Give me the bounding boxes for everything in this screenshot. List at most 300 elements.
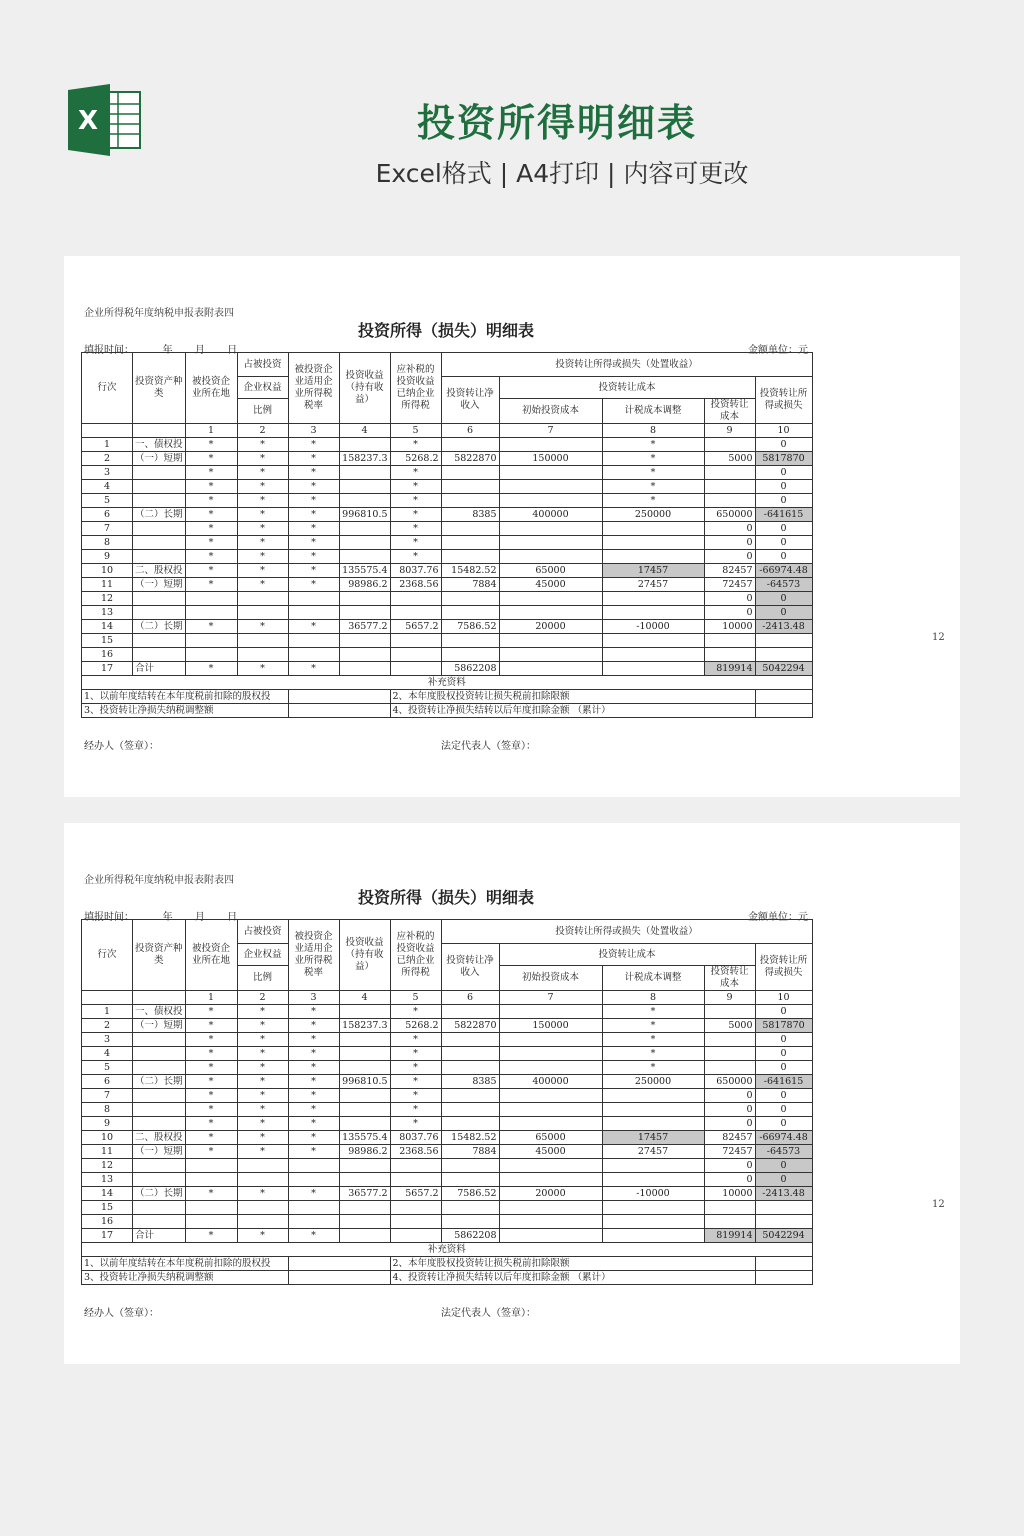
table-row bbox=[82, 1047, 813, 1061]
cell-c5: * bbox=[390, 480, 441, 494]
cell-c7: 150000 bbox=[499, 1019, 602, 1033]
cell-c5: * bbox=[390, 494, 441, 508]
cell-c4 bbox=[339, 606, 390, 620]
cell-c8: 250000 bbox=[602, 508, 704, 522]
cell-c6 bbox=[441, 494, 499, 508]
col-number: 9 bbox=[704, 991, 755, 1005]
header-transfer-group: 投资转让所得或损失（处置收益） bbox=[441, 353, 812, 377]
cell-c1: * bbox=[185, 452, 237, 466]
supplement-item-3: 3、投资转让净损失纳税调整额 bbox=[82, 1271, 289, 1285]
col-num-blank bbox=[133, 991, 186, 1005]
row-asset-type bbox=[133, 522, 186, 536]
cell-c2: * bbox=[237, 438, 288, 452]
row-asset-type bbox=[133, 634, 186, 648]
cell-c9: 10000 bbox=[704, 620, 755, 634]
cell-c7: 45000 bbox=[499, 1145, 602, 1159]
cell-c9: 0 bbox=[704, 550, 755, 564]
cell-c8: 17457 bbox=[602, 1131, 704, 1145]
cell-c8 bbox=[602, 1215, 704, 1229]
cell-c9 bbox=[704, 480, 755, 494]
cell-c3 bbox=[288, 606, 339, 620]
cell-c10: -64573 bbox=[755, 1145, 812, 1159]
cell-c4: 98986.2 bbox=[339, 1145, 390, 1159]
cell-c8 bbox=[602, 634, 704, 648]
cell-c10 bbox=[755, 1201, 812, 1215]
supplement-item-3: 3、投资转让净损失纳税调整额 bbox=[82, 704, 289, 718]
header-location: 被投资企业所在地 bbox=[185, 920, 237, 991]
cell-c1: * bbox=[185, 536, 237, 550]
cell-c10: 0 bbox=[755, 522, 812, 536]
sheet-preview-1 bbox=[64, 256, 960, 797]
cell-c2: * bbox=[237, 452, 288, 466]
table-row bbox=[82, 564, 813, 578]
cell-c2: * bbox=[237, 1117, 288, 1131]
cell-c7: 45000 bbox=[499, 578, 602, 592]
cell-c3: * bbox=[288, 1033, 339, 1047]
cell-c1: * bbox=[185, 1075, 237, 1089]
cell-c10: 0 bbox=[755, 536, 812, 550]
supplement-value-2 bbox=[755, 690, 812, 704]
cell-c4 bbox=[339, 466, 390, 480]
cell-c2: * bbox=[237, 1229, 288, 1243]
col-number: 1 bbox=[185, 991, 237, 1005]
cell-c1: * bbox=[185, 1187, 237, 1201]
cell-c8: * bbox=[602, 1047, 704, 1061]
cell-c5: * bbox=[390, 438, 441, 452]
cell-c1 bbox=[185, 648, 237, 662]
cell-c1: * bbox=[185, 1145, 237, 1159]
cell-c1 bbox=[185, 1159, 237, 1173]
table-row bbox=[82, 1215, 813, 1229]
cell-c8 bbox=[602, 606, 704, 620]
cell-c8 bbox=[602, 1089, 704, 1103]
cell-c3 bbox=[288, 1201, 339, 1215]
row-asset-type: （一）短期 bbox=[133, 452, 186, 466]
cell-c9 bbox=[704, 648, 755, 662]
cell-c4 bbox=[339, 662, 390, 676]
cell-c2: * bbox=[237, 1061, 288, 1075]
header bbox=[0, 0, 1024, 240]
col-number: 6 bbox=[441, 991, 499, 1005]
header-equity-ratio-mid: 企业权益 bbox=[237, 377, 288, 399]
cell-c7 bbox=[499, 1173, 602, 1187]
cell-c8: * bbox=[602, 494, 704, 508]
col-number: 8 bbox=[602, 991, 704, 1005]
cell-c3 bbox=[288, 1159, 339, 1173]
cell-c4 bbox=[339, 1089, 390, 1103]
supplement-value-3 bbox=[288, 1271, 390, 1285]
sheet-caption: 企业所得税年度纳税申报表附表四 bbox=[84, 875, 234, 886]
header-tax-adjust: 计税成本调整 bbox=[602, 399, 704, 424]
cell-c7 bbox=[499, 466, 602, 480]
cell-c4 bbox=[339, 1173, 390, 1187]
cell-c10: 0 bbox=[755, 1159, 812, 1173]
row-asset-type bbox=[133, 480, 186, 494]
cell-c8: 27457 bbox=[602, 1145, 704, 1159]
cell-c1: * bbox=[185, 1005, 237, 1019]
header-supp-tax: 应补税的投资收益已纳企业所得税 bbox=[390, 920, 441, 991]
handler-signature: 经办人（签章）： bbox=[84, 741, 159, 752]
row-number: 4 bbox=[82, 1047, 133, 1061]
header-row-no: 行次 bbox=[82, 920, 133, 991]
cell-c8: * bbox=[602, 452, 704, 466]
row-number: 3 bbox=[82, 466, 133, 480]
detail-table bbox=[81, 919, 813, 1285]
supplement-item-4: 4、投资转让净损失结转以后年度扣除金额 （累计） bbox=[390, 1271, 755, 1285]
cell-c3: * bbox=[288, 1005, 339, 1019]
cell-c1 bbox=[185, 606, 237, 620]
cell-c7 bbox=[499, 550, 602, 564]
cell-c5 bbox=[390, 648, 441, 662]
cell-c6 bbox=[441, 1005, 499, 1019]
cell-c1: * bbox=[185, 550, 237, 564]
col-number: 6 bbox=[441, 424, 499, 438]
row-number: 1 bbox=[82, 438, 133, 452]
cell-c3: * bbox=[288, 1075, 339, 1089]
cell-c3: * bbox=[288, 494, 339, 508]
cell-c7 bbox=[499, 634, 602, 648]
cell-c6 bbox=[441, 466, 499, 480]
col-num-blank bbox=[133, 424, 186, 438]
cell-c5: 2368.56 bbox=[390, 1145, 441, 1159]
row-asset-type bbox=[133, 1159, 186, 1173]
logo-letter: X bbox=[77, 106, 99, 136]
cell-c5: 2368.56 bbox=[390, 578, 441, 592]
cell-c1 bbox=[185, 634, 237, 648]
sheet-title: 投资所得（损失）明细表 bbox=[357, 321, 534, 340]
table-row bbox=[82, 1061, 813, 1075]
cell-c9: 0 bbox=[704, 1089, 755, 1103]
cell-c6 bbox=[441, 1033, 499, 1047]
cell-c6 bbox=[441, 1173, 499, 1187]
cell-c10 bbox=[755, 634, 812, 648]
cell-c10: 0 bbox=[755, 1047, 812, 1061]
supplement-item-1: 1、以前年度结转在本年度税前扣除的股权投 bbox=[82, 690, 289, 704]
cell-c8: -10000 bbox=[602, 620, 704, 634]
cell-c8: * bbox=[602, 480, 704, 494]
cell-c10: 0 bbox=[755, 1173, 812, 1187]
row-number: 9 bbox=[82, 1117, 133, 1131]
cell-c8: * bbox=[602, 1033, 704, 1047]
cell-c1: * bbox=[185, 620, 237, 634]
row-number: 6 bbox=[82, 508, 133, 522]
cell-c1: * bbox=[185, 466, 237, 480]
header-asset-type: 投资资产种类 bbox=[133, 920, 186, 991]
cell-c6 bbox=[441, 522, 499, 536]
cell-c4: 98986.2 bbox=[339, 578, 390, 592]
cell-c1: * bbox=[185, 1033, 237, 1047]
cell-c8 bbox=[602, 536, 704, 550]
cell-c4 bbox=[339, 1215, 390, 1229]
row-asset-type: 一、债权投 bbox=[133, 1005, 186, 1019]
cell-c9 bbox=[704, 1201, 755, 1215]
cell-c2: * bbox=[237, 494, 288, 508]
amount-unit: 金额单位：元 bbox=[748, 345, 808, 356]
table-row bbox=[82, 1187, 813, 1201]
cell-c4 bbox=[339, 1159, 390, 1173]
cell-c9: 72457 bbox=[704, 578, 755, 592]
cell-c10: 0 bbox=[755, 606, 812, 620]
cell-c9: 0 bbox=[704, 1117, 755, 1131]
row-number: 13 bbox=[82, 1173, 133, 1187]
cell-c2: * bbox=[237, 480, 288, 494]
cell-c9: 5000 bbox=[704, 1019, 755, 1033]
supplement-item-2: 2、本年度股权投资转让损失税前扣除限额 bbox=[390, 690, 755, 704]
table-row bbox=[82, 1229, 813, 1243]
col-number: 10 bbox=[755, 424, 812, 438]
cell-c2: * bbox=[237, 1145, 288, 1159]
cell-c10: -641615 bbox=[755, 508, 812, 522]
detail-table bbox=[81, 352, 813, 718]
cell-c1: * bbox=[185, 564, 237, 578]
row-number: 15 bbox=[82, 1201, 133, 1215]
cell-c2: * bbox=[237, 1187, 288, 1201]
header-rows bbox=[82, 353, 813, 438]
supplement-value-3 bbox=[288, 704, 390, 718]
row-asset-type: （一）短期 bbox=[133, 578, 186, 592]
legal-rep-signature: 法定代表人（签章）： bbox=[441, 1308, 536, 1319]
cell-c3: * bbox=[288, 536, 339, 550]
table-row bbox=[82, 620, 813, 634]
page-title: 投资所得明细表 bbox=[416, 101, 697, 145]
table-row bbox=[82, 522, 813, 536]
cell-c2 bbox=[237, 606, 288, 620]
cell-c1: * bbox=[185, 480, 237, 494]
cell-c8: 17457 bbox=[602, 564, 704, 578]
cell-c7 bbox=[499, 648, 602, 662]
table-row bbox=[82, 494, 813, 508]
cell-c9 bbox=[704, 634, 755, 648]
col-number: 2 bbox=[237, 991, 288, 1005]
cell-c5 bbox=[390, 634, 441, 648]
cell-c7 bbox=[499, 438, 602, 452]
row-number: 7 bbox=[82, 1089, 133, 1103]
cell-c4: 135575.4 bbox=[339, 1131, 390, 1145]
cell-c7 bbox=[499, 536, 602, 550]
header-asset-type: 投资资产种类 bbox=[133, 353, 186, 424]
header-rows bbox=[82, 920, 813, 1005]
amount-unit: 金额单位：元 bbox=[748, 912, 808, 923]
cell-c2 bbox=[237, 592, 288, 606]
cell-c3: * bbox=[288, 1131, 339, 1145]
cell-c3: * bbox=[288, 662, 339, 676]
row-number: 9 bbox=[82, 550, 133, 564]
sheet-title: 投资所得（损失）明细表 bbox=[357, 888, 534, 907]
cell-c10: -66974.48 bbox=[755, 1131, 812, 1145]
cell-c9: 0 bbox=[704, 592, 755, 606]
cell-c5 bbox=[390, 1215, 441, 1229]
row-number: 6 bbox=[82, 1075, 133, 1089]
cell-c2: * bbox=[237, 620, 288, 634]
cell-c6: 7586.52 bbox=[441, 620, 499, 634]
page-number: 12 bbox=[932, 1199, 945, 1210]
cell-c4: 158237.3 bbox=[339, 1019, 390, 1033]
cell-c3: * bbox=[288, 1019, 339, 1033]
col-number: 7 bbox=[499, 424, 602, 438]
cell-c9: 0 bbox=[704, 536, 755, 550]
header-tax-adjust: 计税成本调整 bbox=[602, 966, 704, 991]
cell-c10: 0 bbox=[755, 480, 812, 494]
cell-c4 bbox=[339, 1061, 390, 1075]
cell-c5 bbox=[390, 662, 441, 676]
header-supp-tax: 应补税的投资收益已纳企业所得税 bbox=[390, 353, 441, 424]
table-row bbox=[82, 1075, 813, 1089]
cell-c8 bbox=[602, 522, 704, 536]
row-asset-type bbox=[133, 1215, 186, 1229]
row-asset-type: 二、股权投 bbox=[133, 1131, 186, 1145]
cell-c7 bbox=[499, 1089, 602, 1103]
cell-c9: 819914 bbox=[704, 662, 755, 676]
cell-c5: * bbox=[390, 1005, 441, 1019]
cell-c7 bbox=[499, 1103, 602, 1117]
cell-c8: * bbox=[602, 1019, 704, 1033]
row-number: 17 bbox=[82, 662, 133, 676]
cell-c10: 0 bbox=[755, 1103, 812, 1117]
cell-c5: 5657.2 bbox=[390, 1187, 441, 1201]
col-number: 2 bbox=[237, 424, 288, 438]
cell-c4 bbox=[339, 1103, 390, 1117]
cell-c1 bbox=[185, 1173, 237, 1187]
cell-c3 bbox=[288, 1215, 339, 1229]
cell-c7: 20000 bbox=[499, 620, 602, 634]
row-number: 1 bbox=[82, 1005, 133, 1019]
cell-c7: 150000 bbox=[499, 452, 602, 466]
cell-c6 bbox=[441, 550, 499, 564]
row-number: 17 bbox=[82, 1229, 133, 1243]
cell-c2: * bbox=[237, 536, 288, 550]
cell-c1 bbox=[185, 1201, 237, 1215]
cell-c10 bbox=[755, 648, 812, 662]
cell-c4: 158237.3 bbox=[339, 452, 390, 466]
row-asset-type: （一）短期 bbox=[133, 1019, 186, 1033]
col-number: 4 bbox=[339, 991, 390, 1005]
row-number: 10 bbox=[82, 1131, 133, 1145]
cell-c2: * bbox=[237, 1047, 288, 1061]
header-cost-group: 投资转让成本 bbox=[499, 377, 755, 399]
supplement-item-4: 4、投资转让净损失结转以后年度扣除金额 （累计） bbox=[390, 704, 755, 718]
col-number: 3 bbox=[288, 424, 339, 438]
cell-c3: * bbox=[288, 522, 339, 536]
table-row bbox=[82, 662, 813, 676]
cell-c6 bbox=[441, 1061, 499, 1075]
header-holding-income: 投资收益（持有收益） bbox=[339, 353, 390, 424]
cell-c9: 819914 bbox=[704, 1229, 755, 1243]
cell-c7 bbox=[499, 662, 602, 676]
cell-c9 bbox=[704, 1033, 755, 1047]
cell-c10: 5817870 bbox=[755, 452, 812, 466]
cell-c5: * bbox=[390, 1061, 441, 1075]
cell-c3: * bbox=[288, 1061, 339, 1075]
cell-c5: * bbox=[390, 466, 441, 480]
cell-c6 bbox=[441, 536, 499, 550]
fill-date: 填报时间： 年 月 日 bbox=[84, 345, 238, 356]
data-rows bbox=[82, 1005, 813, 1243]
cell-c4 bbox=[339, 1047, 390, 1061]
cell-c4 bbox=[339, 1005, 390, 1019]
cell-c2: * bbox=[237, 522, 288, 536]
cell-c2: * bbox=[237, 564, 288, 578]
cell-c10: 0 bbox=[755, 466, 812, 480]
cell-c8 bbox=[602, 1159, 704, 1173]
cell-c9: 0 bbox=[704, 1173, 755, 1187]
supplement-value-4 bbox=[755, 704, 812, 718]
cell-c7 bbox=[499, 1061, 602, 1075]
cell-c9: 82457 bbox=[704, 1131, 755, 1145]
cell-c4 bbox=[339, 634, 390, 648]
cell-c7 bbox=[499, 1117, 602, 1131]
cell-c10: 0 bbox=[755, 494, 812, 508]
row-asset-type bbox=[133, 536, 186, 550]
table-row bbox=[82, 1131, 813, 1145]
cell-c3: * bbox=[288, 550, 339, 564]
cell-c9 bbox=[704, 494, 755, 508]
cell-c8: * bbox=[602, 1005, 704, 1019]
table-row bbox=[82, 1159, 813, 1173]
cell-c4 bbox=[339, 592, 390, 606]
cell-c6: 8385 bbox=[441, 508, 499, 522]
row-number: 14 bbox=[82, 1187, 133, 1201]
header-row-no: 行次 bbox=[82, 353, 133, 424]
header-equity-ratio-top: 占被投资 bbox=[237, 920, 288, 944]
row-asset-type bbox=[133, 1089, 186, 1103]
col-number: 10 bbox=[755, 991, 812, 1005]
cell-c5: 8037.76 bbox=[390, 1131, 441, 1145]
cell-c6 bbox=[441, 1089, 499, 1103]
sheet-caption: 企业所得税年度纳税申报表附表四 bbox=[84, 308, 234, 319]
cell-c3: * bbox=[288, 1117, 339, 1131]
row-number: 3 bbox=[82, 1033, 133, 1047]
cell-c1: * bbox=[185, 662, 237, 676]
cell-c1: * bbox=[185, 1103, 237, 1117]
cell-c2 bbox=[237, 1159, 288, 1173]
cell-c3: * bbox=[288, 1187, 339, 1201]
cell-c10: 0 bbox=[755, 550, 812, 564]
cell-c4: 36577.2 bbox=[339, 1187, 390, 1201]
cell-c6: 15482.52 bbox=[441, 564, 499, 578]
col-num-blank bbox=[82, 991, 133, 1005]
cell-c6: 7884 bbox=[441, 578, 499, 592]
row-asset-type: 二、股权投 bbox=[133, 564, 186, 578]
cell-c8 bbox=[602, 592, 704, 606]
cell-c4 bbox=[339, 1229, 390, 1243]
header-location: 被投资企业所在地 bbox=[185, 353, 237, 424]
cell-c9: 0 bbox=[704, 1103, 755, 1117]
cell-c5 bbox=[390, 1229, 441, 1243]
cell-c3: * bbox=[288, 1103, 339, 1117]
cell-c9: 0 bbox=[704, 606, 755, 620]
supplement-title: 补充资料 bbox=[82, 1243, 813, 1257]
cell-c4 bbox=[339, 1033, 390, 1047]
cell-c2 bbox=[237, 1215, 288, 1229]
supplement-item-2: 2、本年度股权投资转让损失税前扣除限额 bbox=[390, 1257, 755, 1271]
cell-c8 bbox=[602, 1201, 704, 1215]
cell-c2: * bbox=[237, 1131, 288, 1145]
cell-c10: 0 bbox=[755, 1061, 812, 1075]
row-number: 16 bbox=[82, 1215, 133, 1229]
table-row bbox=[82, 550, 813, 564]
cell-c1: * bbox=[185, 494, 237, 508]
row-asset-type bbox=[133, 592, 186, 606]
cell-c7 bbox=[499, 522, 602, 536]
row-asset-type: （二）长期 bbox=[133, 508, 186, 522]
cell-c9: 650000 bbox=[704, 508, 755, 522]
row-number: 10 bbox=[82, 564, 133, 578]
cell-c3: * bbox=[288, 466, 339, 480]
cell-c2: * bbox=[237, 466, 288, 480]
table-row bbox=[82, 606, 813, 620]
cell-c2: * bbox=[237, 550, 288, 564]
row-asset-type bbox=[133, 1061, 186, 1075]
